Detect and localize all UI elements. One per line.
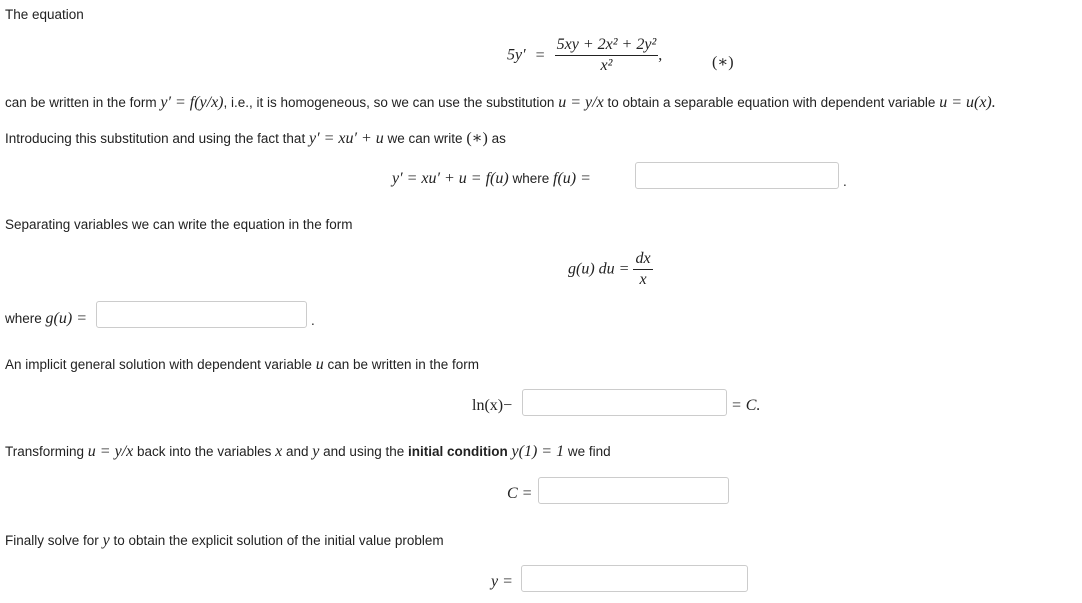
transform-b: u = y/x [87,443,134,460]
line1-text-e: to obtain a separable equation with dependent variable [607,95,936,110]
gu-math: g(u) = [45,310,87,327]
intro-text: The equation [5,7,84,22]
implicit-lhs: ln(x)− [472,397,513,414]
final-text-c: to obtain the explicit solution of the initial value problem [113,533,444,548]
eq2-fu: f(u) = [553,170,591,187]
eq3-fraction [633,250,652,289]
fu-answer-input[interactable] [635,162,839,189]
eq1-denominator: x² [600,57,613,74]
line2-text-a: Introducing this substitution and using the fact that [5,131,306,146]
line1-text-c: , i.e., it is homogeneous, so we can use the substitution [223,95,555,110]
line2-math-d: (∗) [466,130,488,147]
c-label: C = [507,485,533,502]
eq1-fraction [555,36,659,75]
y-answer-input[interactable] [521,565,748,592]
implicit-rhs: = C. [731,397,761,414]
line1-math-b: y′ = f(y/x) [160,94,224,111]
implicit-text [5,356,479,374]
line2-math-b: y′ = xu′ + u [308,130,384,147]
eq2-lhs: y′ = xu′ + u = f(u) [392,170,509,187]
transform-e: and [285,444,309,459]
implicit-text-u: u [315,356,324,373]
equation-star: 5y′ = $\frac{\text{5xy + 2x² + 2y²}}{\text{x²}}$ , [507,36,663,74]
line1-math-f: u = u(x). [939,94,996,111]
c-answer-input[interactable] [538,477,729,504]
eq1-tag: (∗) [712,54,734,71]
homogeneous-sentence [5,94,996,112]
transform-d: x [275,443,283,460]
fu-equation [392,170,591,188]
transform-i: y(1) = 1 [511,443,565,460]
transform-sentence [5,443,611,461]
final-text [5,532,444,550]
final-text-a: Finally solve for [5,533,99,548]
eq1-numerator: 5xy + 2x² + 2y² [555,36,659,56]
transform-a: Transforming [5,444,85,459]
implicit-answer-input[interactable] [522,389,727,416]
eq3-numerator: dx [633,250,652,270]
eq3-denominator: x [639,271,647,288]
line1-math-d: u = y/x [558,94,604,111]
gu-label [5,310,87,328]
final-text-y: y [102,532,110,549]
eq3-lhs: g(u) du = [568,260,630,278]
line1-text-a: can be written in the form [5,95,157,110]
gu-answer-input[interactable] [96,301,307,328]
transform-g: and using the [323,444,405,459]
implicit-text-a: An implicit general solution with dependent variable [5,357,312,372]
implicit-text-c: can be written in the form [327,357,480,372]
substitution-sentence [5,128,506,148]
separation-text: Separating variables we can write the equation in the form [5,217,353,232]
initial-condition-label: initial condition [408,444,508,459]
transform-c: back into the variables [137,444,272,459]
gu-period: . [311,313,315,328]
y-label: y = [491,573,513,590]
line2-text-e: as [491,131,506,146]
line2-text-c: we can write [387,131,463,146]
eq2-where: where [512,171,550,186]
transform-f: y [312,443,320,460]
eq1-lhs: 5y′ [507,46,526,64]
transform-j: we find [567,444,611,459]
fu-period: . [843,174,847,189]
gu-where: where [5,311,42,326]
separated-equation [568,250,653,289]
